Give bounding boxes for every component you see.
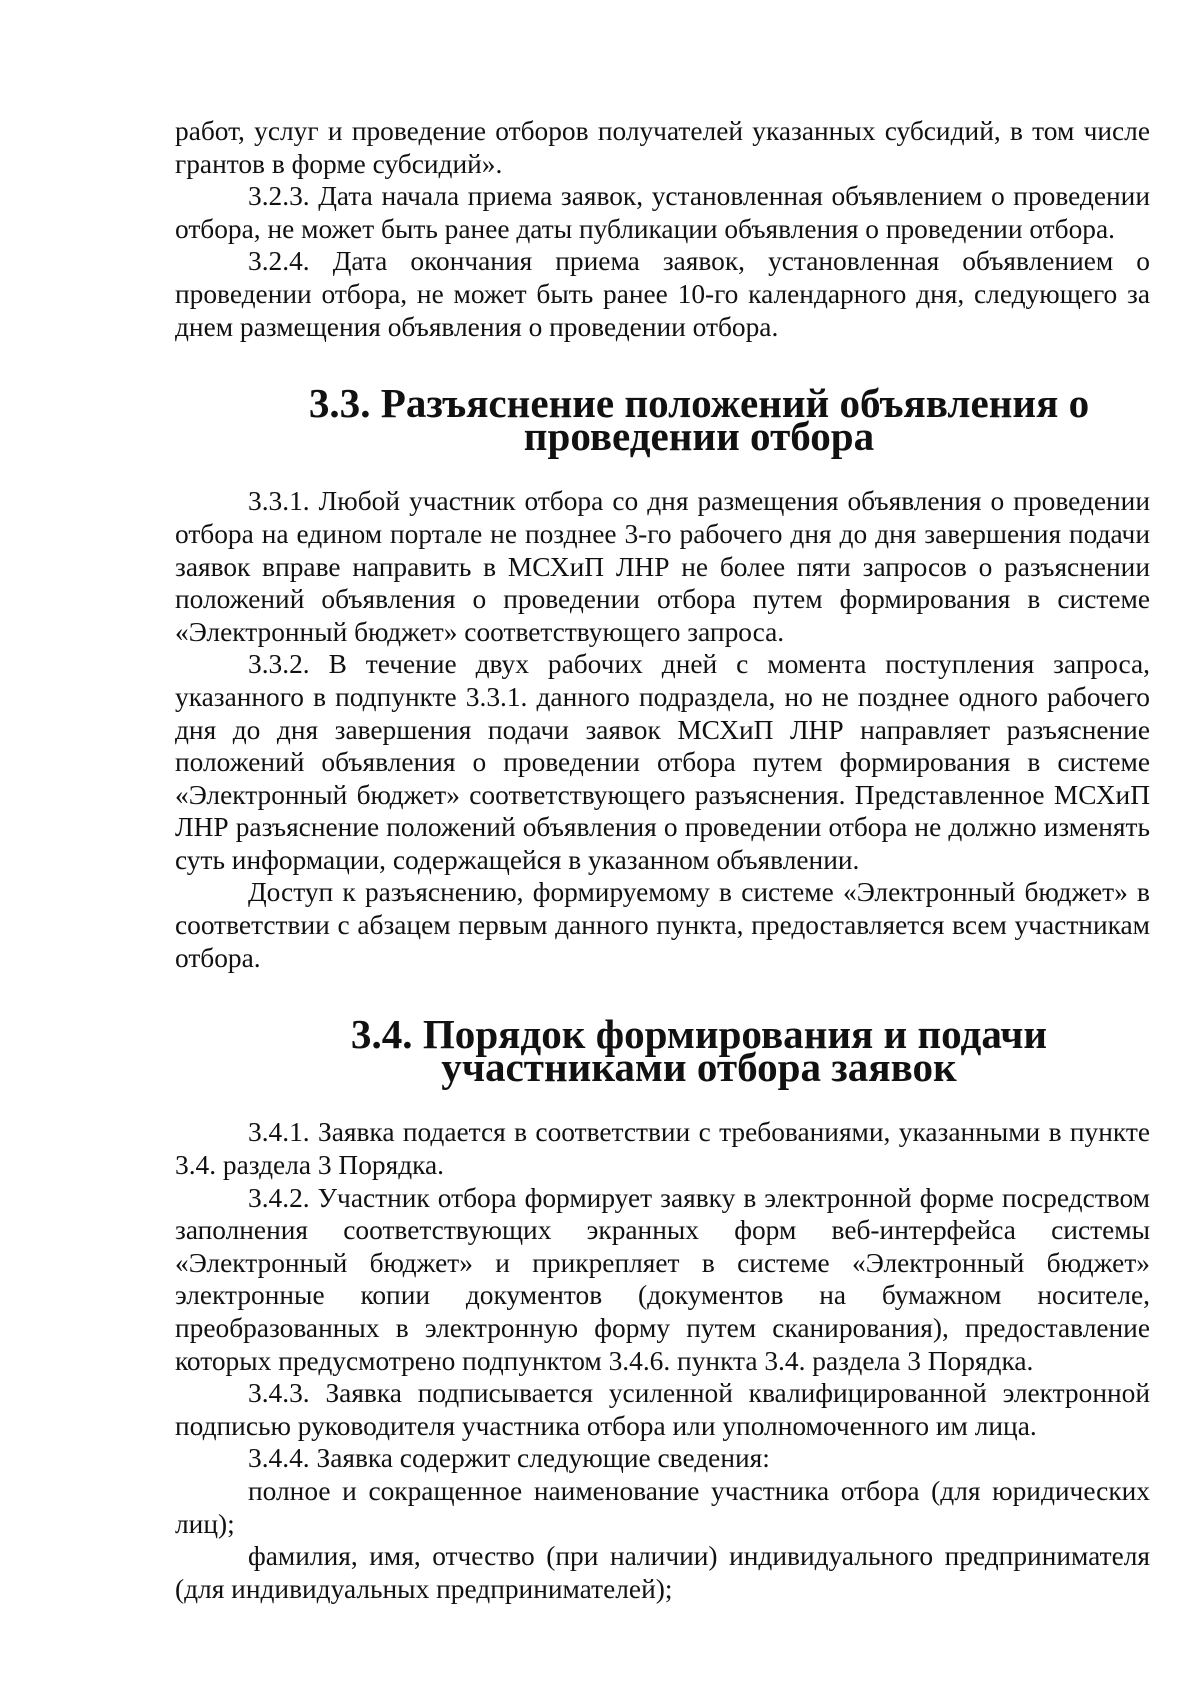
- paragraph-3-4-4: 3.4.4. Заявка содержит следующие сведения:: [248, 1443, 770, 1474]
- paragraph-3-2-3: 3.2.3. Дата начала приема заявок, установленная объявлением о проведении отбора, не может быть ранее даты публикации объявления о проведении отбора.: [175, 181, 1150, 244]
- list-item-full-name: полное и сокращенное наименование участника отбора (для юридических лиц);: [175, 1475, 1150, 1539]
- paragraph-access-clarification: Доступ к разъяснению, формируемому в системе «Электронный бюджет» в соответствии с абзацем первым данного пункта, предоставляется всем участникам отбора.: [175, 877, 1150, 973]
- document-page: [175, 115, 1150, 1605]
- paragraph-3-4-2: 3.4.2. Участник отбора формирует заявку в электронной форме посредством заполнения соответствующих экранных форм веб-интерфейса системы «Электронный бюджет» и прикрепляет в системе «Электронный бюджет» электронные копии документов (документов на бумажном носителе, преобразованных в электронную форму путем сканирования), предоставление которых предусмотрено подпунктом 3.4.6. пункта 3.4. раздела 3 Порядка.: [175, 1182, 1150, 1376]
- paragraph-3-3-2: 3.3.2. В течение двух рабочих дней с момента поступления запроса, указанного в подпункте 3.3.1. данного подраздела, но не позднее одного рабочего дня до дня завершения подачи заявок МСХиП ЛНР направляет разъяснение положений объявления о проведении отбора путем формирования в системе «Электронный бюджет» соответствующего разъяснения. Представленное МСХиП ЛНР разъяснение положений объявления о проведении отбора не должно изменять суть информации, содержащейся в указанном объявлении.: [175, 649, 1150, 875]
- list-item-entrepreneur-name: фамилия, имя, отчество (при наличии) индивидуального предпринимателя (для индивидуальных предпринимателей);: [175, 1541, 1150, 1604]
- paragraph-3-4-3: 3.4.3. Заявка подписывается усиленной квалифицированной электронной подписью руководителя участника отбора или уполномоченного им лица.: [175, 1378, 1150, 1441]
- paragraph-3-4-1: 3.4.1. Заявка подается в соответствии с требованиями, указанными в пункте 3.4. раздела 3 Порядка.: [175, 1117, 1150, 1181]
- paragraph-continuation: работ, услуг и проведение отборов получателей указанных субсидий, в том числе грантов в форме субсидий».: [175, 116, 1150, 179]
- section-heading-3-3: 3.3. Разъяснение положений объявления о проведении отбора: [308, 380, 1090, 459]
- paragraph-3-3-1: 3.3.1. Любой участник отбора со дня размещения объявления о проведении отбора на едином портале не позднее 3-го рабочего дня до дня завершения подачи заявок вправе направить в МСХиП ЛНР не более пяти запросов о разъяснении положений объявления о проведении отбора путем формирования в системе «Электронный бюджет» соответствующего запроса.: [175, 486, 1150, 647]
- section-heading-3-4: 3.4. Порядок формирования и подачи участниками отбора заявок: [350, 1011, 1048, 1090]
- paragraph-3-2-4: 3.2.4. Дата окончания приема заявок, установленная объявлением о проведении отбора, не может быть ранее 10-го календарного дня, следующего за днем размещения объявления о проведении отбора.: [175, 246, 1150, 342]
